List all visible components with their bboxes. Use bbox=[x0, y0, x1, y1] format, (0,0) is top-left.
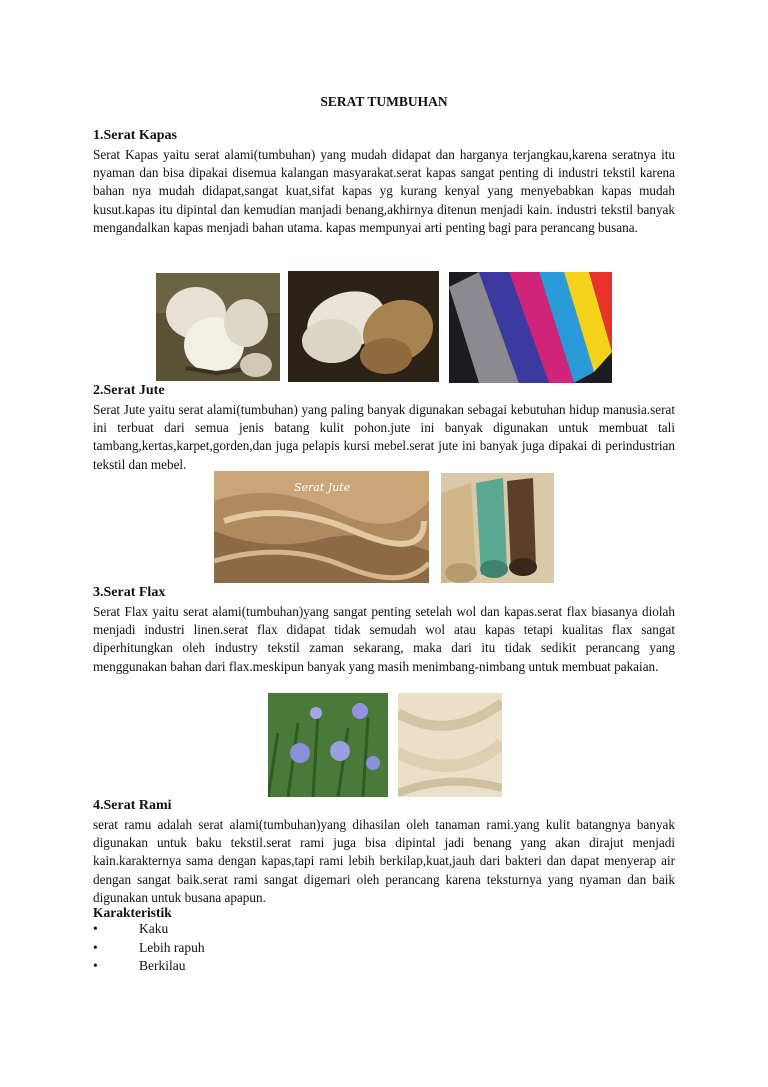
section-text-flax: Serat Flax yaitu serat alami(tumbuhan)yang sangat penting setelah wol dan kapas.serat flax biasanya diolah menjadi industri linen.serat flax didapat tidak semudah wol atau kapas tetapi kualitas flax sangat diperhitungkan oleh industry tekstil zaman sekarang, maka dari itu tidak sedikit perancang yang menggunakan bahan dari flax.meskipun banyak yang masih menimbang-nimbang untuk membuat pakaian. bbox=[93, 604, 675, 674]
list-item: • Kaku bbox=[93, 921, 169, 936]
section-text-kapas: Serat Kapas yaitu serat alami(tumbuhan) yang mudah didapat dan harganya terjangkau,karena seratnya itu nyaman dan bisa dipakai disemua kalangan masyarakat.serat kapas sangat penting di industri tekstil karena bahan nya mudah didapat,sangat kuat,sifat kapas yg kurang kenyal yang menyebabkan kapas mudah kusut.kapas itu dipintal dan kemudian manjadi benang,akhirnya ditenun menjadi kain. industri tekstil banyak mengandalkan kapas menjadi bahan utama. kapas mempunyai arti penting bagi para perancang busana. bbox=[93, 147, 675, 235]
section-text-rami: serat ramu adalah serat alami(tumbuhan)yang dihasilan oleh tanaman rami.yang kulit batangnya banyak digunakan untuk baku tekstil.serat rami juga bisa dipintal jadi benang yang akan dirajut menjadi kain.karakternya sama dengan kapas,tapi rami lebih berkilap,kuat,jauh dari bakteri dan dapat menyerap air dengan sangat baik.serat rami sangat digemari oleh perancang karena teksturnya yang nyaman dan baik digunakan untuk busana apapun. bbox=[93, 817, 675, 905]
list-item: • Berkilau bbox=[93, 958, 186, 973]
section-text-jute: Serat Jute yaitu serat alami(tumbuhan) yang paling banyak digunakan sebagai kebutuhan hidup manusia.serat ini terbuat dari semua jenis batang kulit pohon.jute ini banyak digunakan untuk membuat tali tambang,kertas,karpet,gorden,dan juga pelapis kursi mebel.serat jute ini banyak juga dipakai di perindustrian tekstil dan mebel. bbox=[93, 402, 675, 472]
page-title: SERAT TUMBUHAN bbox=[320, 94, 448, 109]
characteristics-heading: Karakteristik bbox=[93, 905, 172, 920]
linen-fabric-image bbox=[398, 693, 502, 797]
section-heading-jute: 2.Serat Jute bbox=[93, 383, 165, 398]
yarn-skeins-image bbox=[288, 271, 439, 382]
jute-fiber-image bbox=[214, 471, 429, 583]
cotton-boll-image bbox=[156, 273, 280, 381]
list-item: • Lebih rapuh bbox=[93, 939, 205, 955]
characteristics-list bbox=[93, 921, 205, 977]
section-heading-kapas: 1.Serat Kapas bbox=[93, 128, 177, 143]
jute-rolls-image bbox=[441, 473, 554, 583]
section-heading-rami: 4.Serat Rami bbox=[93, 798, 172, 813]
colored-fabrics-image bbox=[449, 272, 612, 383]
flax-flowers-image bbox=[268, 693, 388, 797]
section-heading-flax: 3.Serat Flax bbox=[93, 585, 166, 600]
jute-image-caption: Serat Jute bbox=[294, 481, 351, 494]
